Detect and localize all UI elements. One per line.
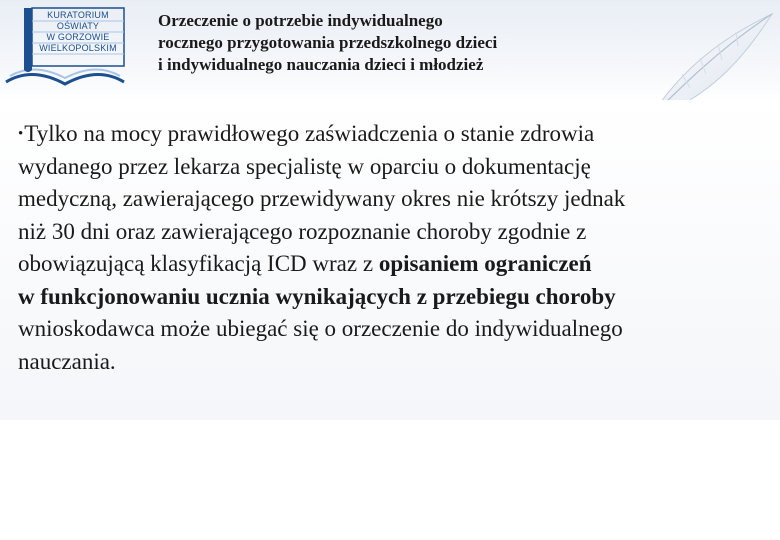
logo-line-4: WIELKOPOLSKIM xyxy=(39,43,117,53)
text-line-7: wnioskodawca może ubiegać się o orzeczenie do indywidualnego xyxy=(18,316,623,341)
text-line-3: medyczną, zawierającego przewidywany okres nie krótszy jednak xyxy=(18,186,626,211)
bullet-paragraph xyxy=(18,118,768,378)
text-line-2: wydanego przez lekarza specjalistę w oparciu o dokumentację xyxy=(18,153,591,179)
logo-line-1: KURATORIUM xyxy=(47,10,109,20)
logo-line-3: W GORZOWIE xyxy=(46,32,110,42)
text-line-4: niż 30 dni oraz zawierającego rozpoznanie choroby zgodnie z xyxy=(18,218,587,244)
text-line-5: obowiązującą klasyfikacją ICD wraz z opisaniem ograniczeń xyxy=(18,251,592,276)
bullet-marker: • xyxy=(18,126,24,142)
emphasis-text: w funkcjonowaniu ucznia wynikających z przebiegu choroby xyxy=(18,283,616,309)
kuratorium-logo xyxy=(2,4,128,88)
title-line-1: Orzeczenie o potrzebie indywidualnego xyxy=(158,11,443,30)
emphasis-text: opisaniem ograniczeń xyxy=(378,251,592,276)
logo-line-2: OŚWIATY xyxy=(56,21,100,31)
text-line-1: •Tylko na mocy prawidłowego zaświadczenia o stanie zdrowia xyxy=(18,121,595,146)
title-line-3: i indywidualnego nauczania dzieci i młodzież xyxy=(158,55,484,74)
text-line-6 xyxy=(18,281,768,314)
title-line-2: rocznego przygotowania przedszkolnego dzieci xyxy=(158,33,498,52)
text-line-8: nauczania. xyxy=(18,348,116,374)
slide-title xyxy=(158,10,638,76)
